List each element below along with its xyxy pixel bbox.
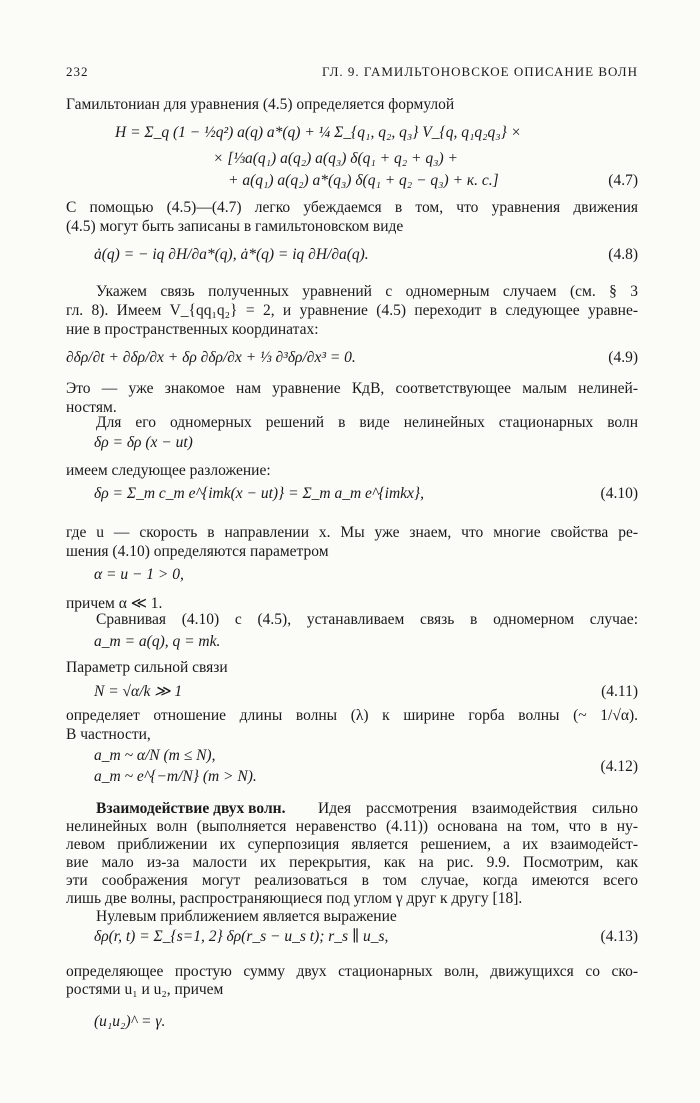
equation-am: a_m = a(q), q = mk. (94, 633, 221, 650)
section-heading: Взаимодействие двух волн. (96, 800, 286, 817)
paragraph-text: Гамильтониан для уравнения (4.5) определяется формулой (66, 96, 455, 113)
equation-4-13: δρ(r, t) = Σ_{s=1, 2} δρ(r_s − u_s t); r_s ∥ u_s, (94, 928, 389, 945)
paragraph-text: (4.5) могут быть записаны в гамильтоновском виде (66, 218, 404, 235)
paragraph-text: Нулевым приближением является выражение (96, 908, 397, 925)
paragraph-text: В частности, (66, 726, 151, 743)
equation-4-7-line-2: × [⅓a(q₁) a(q₂) a(q₃) δ(q₁ + q₂ + q₃) + (213, 150, 458, 167)
equation-number: (4.11) (601, 683, 638, 700)
paragraph-text: Параметр сильной связи (66, 659, 228, 676)
paragraph-text: вие мало из-за малости их перекрытия, как на рис. 9.9. Посмотрим, как (66, 854, 638, 871)
paragraph-text: Идея рассмотрения взаимодействия сильно (318, 800, 638, 817)
paragraph-text: ние в пространственных координатах: (66, 321, 319, 338)
equation-angle: (u₁u₂)^ = γ. (94, 1013, 166, 1030)
equation-number: (4.10) (600, 485, 638, 502)
equation-4-12-line-1: a_m ~ α/N (m ≤ N), (94, 747, 216, 764)
paragraph-text: Укажем связь полученных уравнений с одномерным случаем (см. § 3 (96, 283, 638, 300)
paragraph-text: эти соображения могут реализоваться в том случае, когда имеются всего (66, 872, 638, 889)
equation-4-9: ∂δρ/∂t + ∂δρ/∂x + δρ ∂δρ/∂x + ⅓ ∂³δρ/∂x³ = 0. (66, 349, 356, 366)
paragraph-text: шения (4.10) определяются параметром (66, 543, 329, 560)
paragraph-text: имеем следующее разложение: (66, 462, 271, 479)
equation-alpha: α = u − 1 > 0, (94, 566, 184, 583)
paragraph-text: Для его одномерных решений в виде нелинейных стационарных волн (96, 414, 638, 431)
equation-4-10: δρ = Σ_m c_m e^{imk(x − ut)} = Σ_m a_m e^{imkx}, (94, 485, 425, 502)
equation-4-7-line-3: + a(q₁) a(q₂) a*(q₃) δ(q₁ + q₂ − q₃) + к. с.] (228, 172, 499, 189)
paragraph-text: определяющее простую сумму двух стационарных волн, движущихся со ско- (66, 963, 638, 980)
paragraph-text: ростями u₁ и u₂, причем (66, 981, 224, 998)
paragraph-text: С помощью (4.5)—(4.7) легко убеждаемся в том, что уравнения движения (66, 199, 638, 216)
running-title: ГЛ. 9. ГАМИЛЬТОНОВСКОЕ ОПИСАНИЕ ВОЛН (322, 64, 638, 79)
equation-number: (4.7) (608, 172, 638, 189)
equation-number: (4.13) (600, 928, 638, 945)
paragraph-text: Это — уже знакомое нам уравнение КдВ, соответствующее малым нелиней- (66, 380, 638, 397)
paragraph-text: левом приближении их суперпозиция является решением, а их взаимодейст- (66, 836, 638, 853)
paragraph-text: гл. 8). Имеем V_{qq₁q₂} = 2, и уравнение (4.5) переходит в следующее уравне- (66, 302, 638, 319)
paragraph-text: нелинейных волн (выполняется неравенство (4.11)) основана на том, что в ну- (66, 818, 638, 835)
paragraph-text: определяет отношение длины волны (λ) к ширине горба волны (~ 1/√α). (66, 707, 638, 724)
equation-wave: δρ = δρ (x − ut) (94, 434, 193, 451)
paragraph-text: причем α ≪ 1. (66, 595, 163, 612)
equation-number: (4.12) (600, 758, 638, 775)
equation-4-12-line-2: a_m ~ e^{−m/N} (m > N). (94, 768, 257, 785)
equation-4-11: N = √α/k ≫ 1 (94, 683, 183, 700)
equation-number: (4.9) (608, 349, 638, 366)
paragraph-text: ностям. (66, 399, 117, 416)
equation-number: (4.8) (608, 246, 638, 263)
equation-4-7-line-1: H = Σ_q (1 − ½q²) a(q) a*(q) + ¼ Σ_{q₁, q₂, q₃} V_{q, q₁q₂q₃} × (115, 124, 522, 141)
equation-4-8: ȧ(q) = − iq ∂H/∂a*(q), ȧ*(q) = iq ∂H/∂a(q). (94, 246, 369, 263)
paragraph-text: Сравнивая (4.10) с (4.5), устанавливаем связь в одномерном случае: (96, 611, 638, 628)
paragraph-text: лишь две волны, распространяющиеся под углом γ друг к другу [18]. (66, 890, 523, 907)
page-number: 232 (66, 64, 89, 79)
paragraph-text: где u — скорость в направлении x. Мы уже знаем, что многие свойства ре- (66, 524, 638, 541)
